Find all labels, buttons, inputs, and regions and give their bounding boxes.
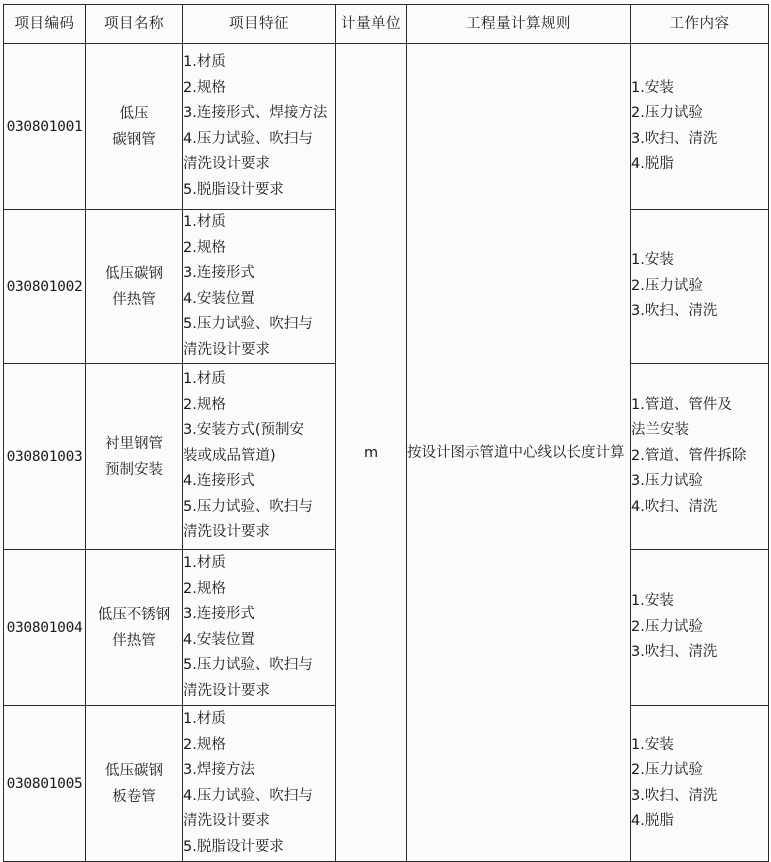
feature-line: 2.规格 [183,580,226,597]
work-content [631,364,769,550]
unit-cell: m [336,44,407,862]
feature-line: 3.安装方式(预制安 [183,422,304,439]
work-line: 3.吹扫、清洗 [631,787,718,804]
item-name [86,364,183,550]
item-name-line: 预制安装 [105,461,163,478]
feature-line: 装或成品管道) [183,447,276,464]
feature-line: 3.连接形式 [183,606,255,622]
calculation-rule-cell: 按设计图示管道中心线以长度计算 [407,44,631,862]
work-line: 3.吹扫、清洗 [631,303,718,320]
feature-line: 1.材质 [183,214,226,230]
feature-line: 2.规格 [183,239,226,256]
feature-line: 清洗设计要求 [183,341,270,358]
feature-line: 4.安装位置 [183,290,255,307]
header-code: 项目编码 [4,5,86,44]
feature-line: 5.压力试验、吹扫与 [183,498,313,515]
feature-line: 4.安装位置 [183,631,255,648]
work-line: 2.管道、管件拆除 [631,447,747,464]
work-line: 1.安装 [631,593,674,610]
header-unit: 计量单位 [336,5,407,44]
feature-line: 1.材质 [183,54,226,70]
work-line: 3.吹扫、清洗 [631,130,718,147]
table-row [4,44,769,210]
work-content [631,706,769,862]
feature-line: 5.脱脂设计要求 [183,181,284,198]
table-body [4,44,769,862]
work-line: 4.脱脂 [631,156,674,172]
item-code: 030801003 [4,364,86,550]
item-features [183,364,336,550]
feature-line: 1.材质 [183,711,226,727]
item-name-line: 板卷管 [112,788,156,805]
work-line: 4.吹扫、清洗 [631,498,718,515]
header-name: 项目名称 [86,5,183,44]
work-content [631,210,769,364]
feature-line: 4.压力试验、吹扫与 [183,787,313,804]
item-features [183,706,336,862]
item-name-line: 碳钢管 [112,131,156,148]
header-rule: 工程量计算规则 [407,5,631,44]
item-name-line: 伴热管 [112,632,156,649]
feature-line: 5.压力试验、吹扫与 [183,316,313,332]
feature-line: 2.规格 [183,79,226,96]
feature-line: 清洗设计要求 [183,813,270,829]
item-name-line: 低压 [119,105,149,122]
item-code: 030801005 [4,706,86,862]
work-content [631,44,769,210]
item-name [86,706,183,862]
item-features [183,210,336,364]
item-name-line: 低压不锈钢 [97,606,171,623]
feature-line: 3.连接形式 [183,265,255,281]
work-content [631,550,769,706]
work-line: 2.压力试验 [631,762,703,778]
item-features [183,44,336,210]
work-line: 2.压力试验 [631,277,703,294]
work-line: 3.压力试验 [631,473,703,490]
item-name-line: 低压碳钢 [105,762,163,779]
item-name-line: 衬里钢管 [105,435,163,452]
work-line: 1.安装 [631,252,674,269]
feature-line: 清洗设计要求 [183,524,270,541]
item-name-line: 伴热管 [112,291,156,308]
work-line: 4.脱脂 [631,813,674,829]
header-row [4,5,769,44]
work-line: 法兰安装 [631,422,689,439]
header-features: 项目特征 [183,5,336,44]
feature-line: 5.脱脂设计要求 [183,838,284,855]
item-features [183,550,336,706]
work-line: 1.安装 [631,736,674,753]
feature-line: 1.材质 [183,555,226,571]
work-line: 3.吹扫、清洗 [631,644,718,661]
feature-line: 4.压力试验、吹扫与 [183,130,313,147]
item-code: 030801002 [4,210,86,364]
work-line: 1.管道、管件及 [631,396,732,413]
work-line: 2.压力试验 [631,105,703,121]
feature-line: 5.压力试验、吹扫与 [183,657,313,673]
feature-line: 清洗设计要求 [183,682,270,699]
feature-line: 4.连接形式 [183,473,255,490]
feature-line: 1.材质 [183,371,226,388]
work-line: 1.安装 [631,79,674,96]
work-line: 2.压力试验 [631,618,703,635]
feature-line: 2.规格 [183,396,226,413]
item-name [86,550,183,706]
item-name [86,44,183,210]
pipe-spec-table [3,4,769,862]
item-name [86,210,183,364]
header-work: 工作内容 [631,5,769,44]
feature-line: 3.焊接方法 [183,762,255,778]
feature-line: 2.规格 [183,736,226,753]
feature-line: 3.连接形式、焊接方法 [183,105,328,121]
item-code: 030801004 [4,550,86,706]
item-code: 030801001 [4,44,86,210]
item-name-line: 低压碳钢 [105,265,163,282]
feature-line: 清洗设计要求 [183,156,270,172]
